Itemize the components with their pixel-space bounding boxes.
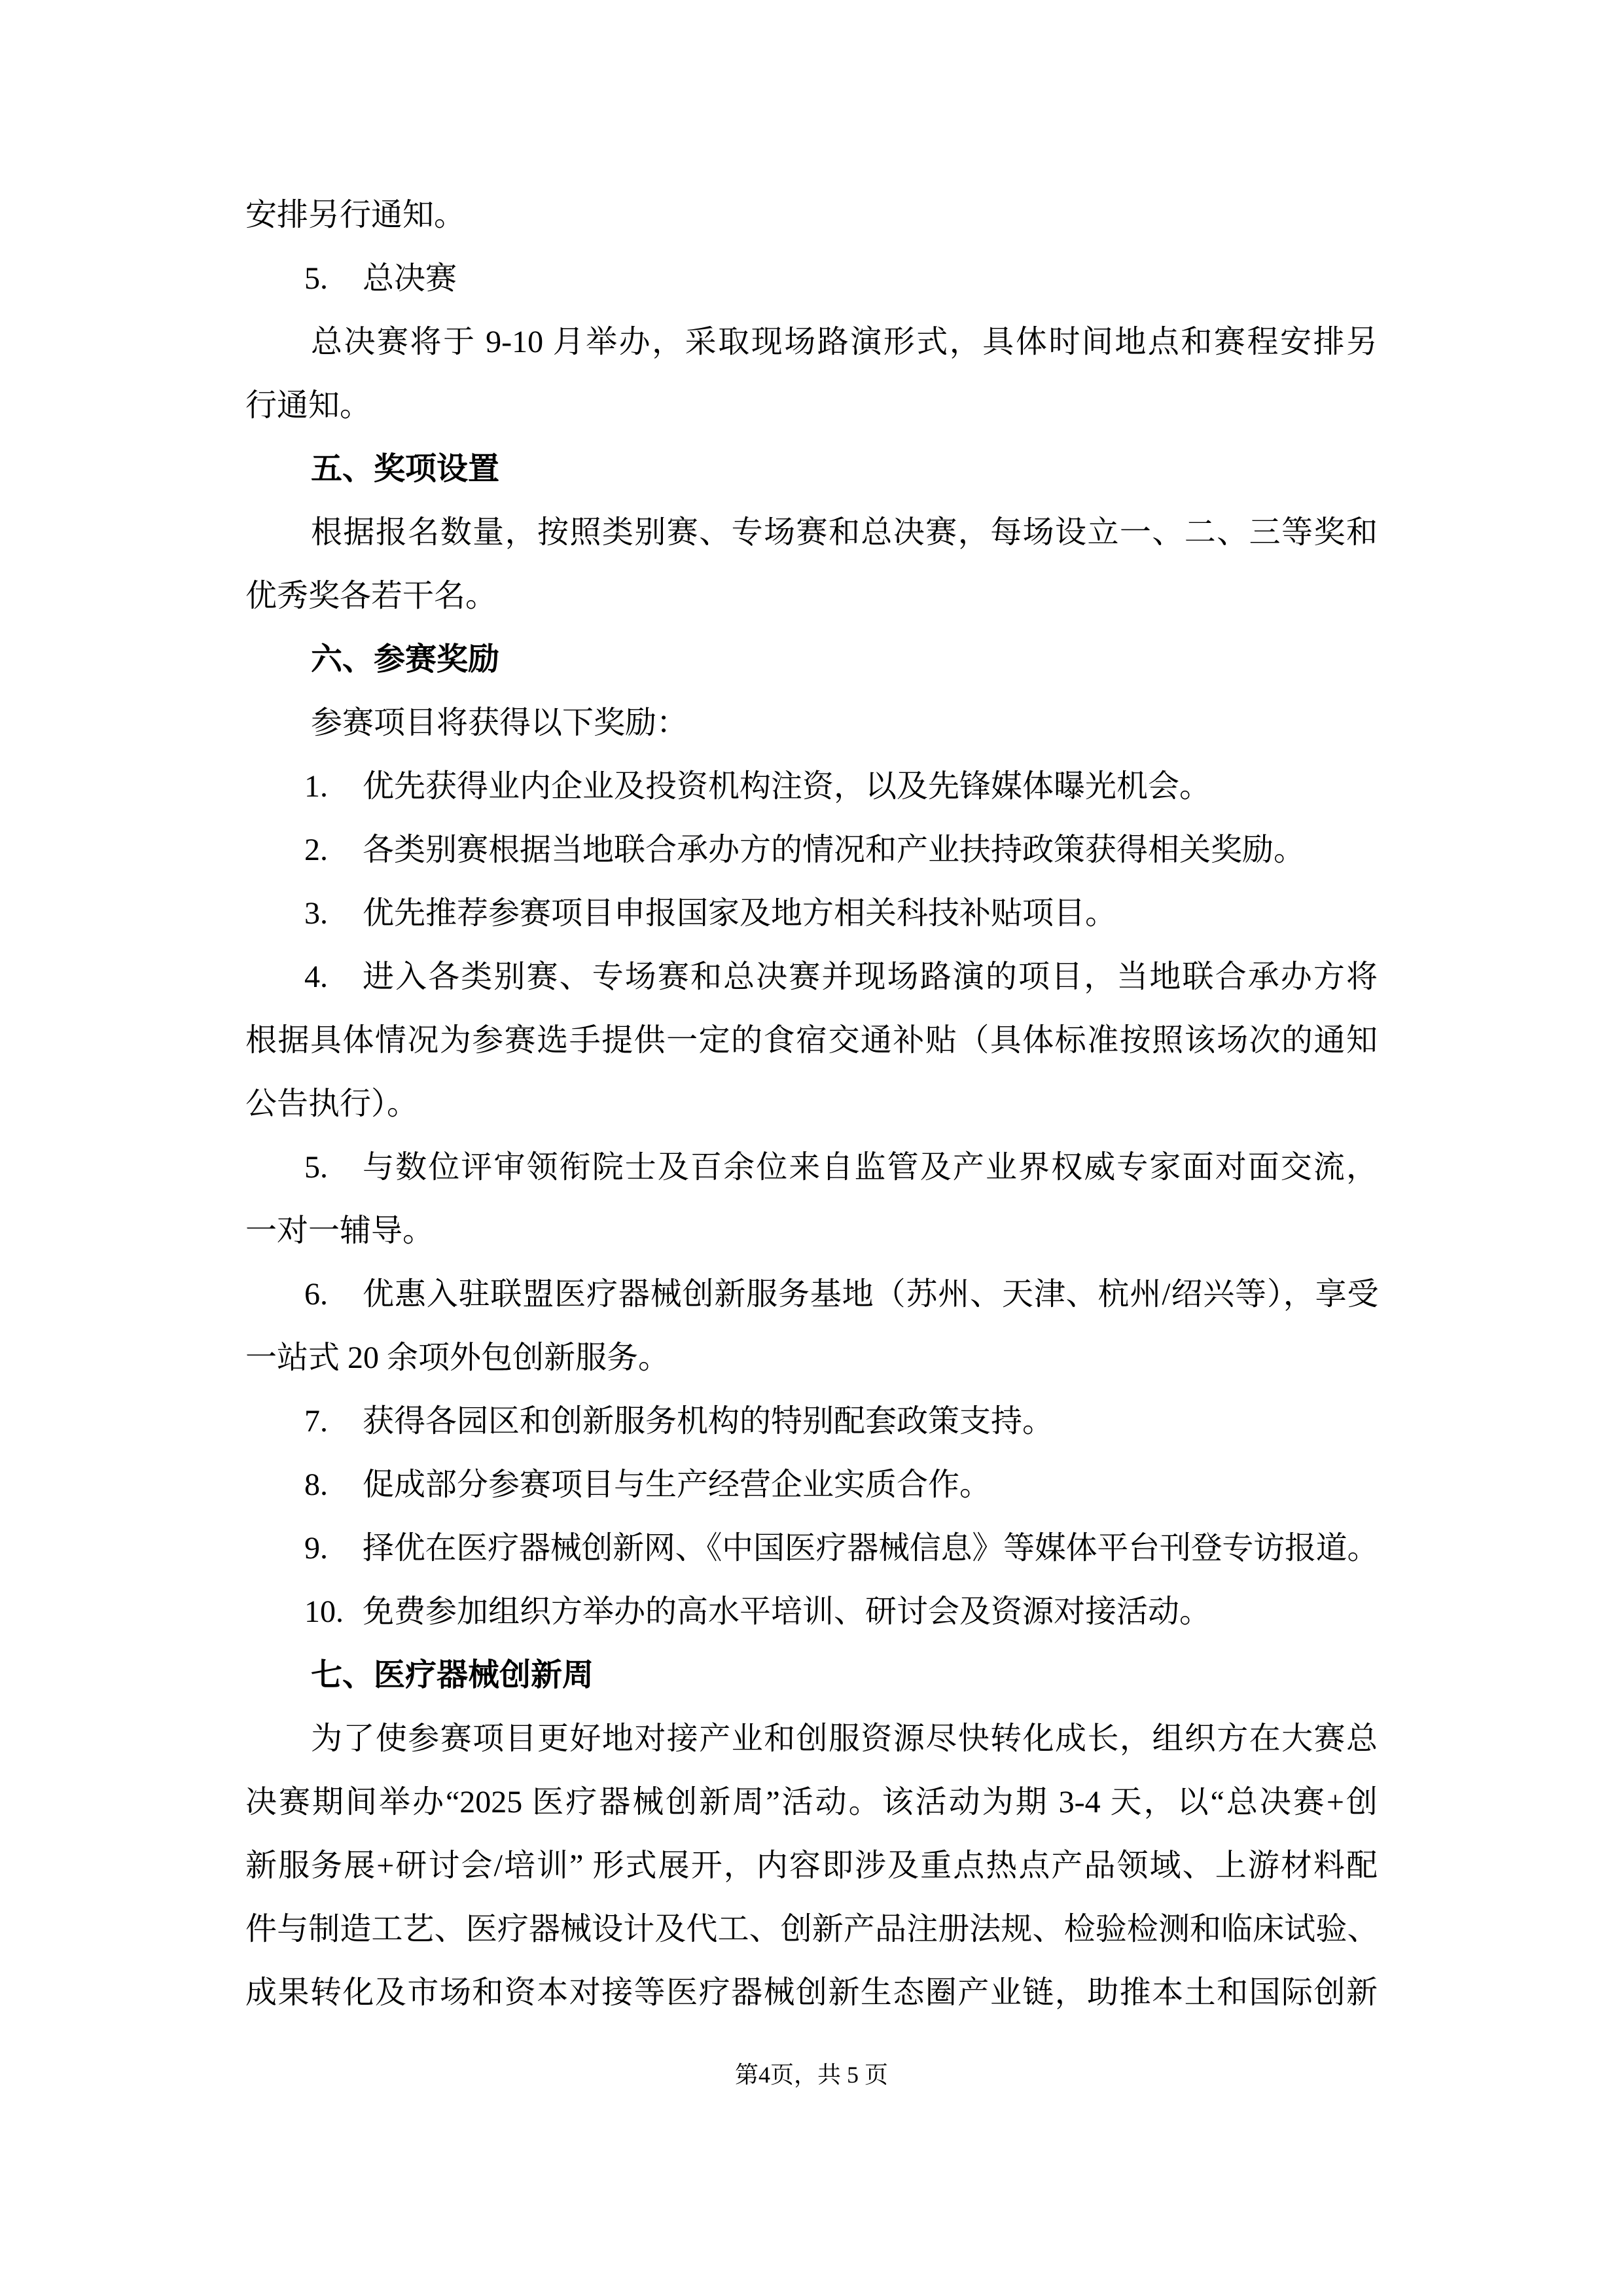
section-heading	[245, 1643, 1378, 1707]
line-text: 一对一辅导。	[245, 1213, 435, 1248]
section-heading	[245, 437, 1378, 501]
line-text: 成果转化及市场和资本对接等医疗器械创新生态圈产业链，助推本土和国际创新	[245, 1975, 1378, 2010]
page-footer: 第4页，共 5 页	[734, 2062, 888, 2088]
text-line	[245, 310, 1378, 374]
text-line	[245, 501, 1378, 564]
text-line	[245, 374, 1378, 437]
text-line	[245, 1707, 1378, 1770]
list-item-number: 2.	[304, 833, 328, 867]
section-heading	[245, 628, 1378, 691]
line-text: 促成部分参赛项目与生产经营企业实质合作。	[363, 1467, 991, 1502]
line-text: 根据具体情况为参赛选手提供一定的食宿交通补贴（具体标准按照该场次的通知	[245, 1023, 1378, 1058]
line-text: 五、奖项设置	[311, 452, 500, 486]
line-text: 为了使参赛项目更好地对接产业和创服资源尽快转化成长，组织方在大赛总	[311, 1721, 1378, 1756]
line-text: 与数位评审领衔院士及百余位来自监管及产业界权威专家面对面交流，	[363, 1150, 1378, 1185]
text-line	[245, 1199, 1378, 1263]
line-text: 优惠入驻联盟医疗器械创新服务基地（苏州、天津、杭州/绍兴等），享受	[363, 1277, 1378, 1312]
list-item-line	[245, 1516, 1378, 1580]
line-text: 六、参赛奖励	[311, 642, 500, 677]
list-item-line	[245, 1263, 1378, 1326]
list-item-line	[245, 755, 1378, 818]
line-text: 优秀奖各若干名。	[245, 579, 497, 613]
text-line	[245, 1326, 1378, 1390]
line-text: 优先推荐参赛项目申报国家及地方相关科技补贴项目。	[363, 896, 1117, 931]
text-line	[245, 564, 1378, 628]
line-text: 免费参加组织方举办的高水平培训、研讨会及资源对接活动。	[363, 1594, 1211, 1629]
text-line	[245, 1961, 1378, 2024]
line-text: 总决赛	[363, 261, 457, 296]
text-line	[245, 1770, 1378, 1834]
line-text: 安排另行通知。	[245, 198, 466, 232]
list-item-line	[245, 1390, 1378, 1453]
line-text: 七、医疗器械创新周	[311, 1658, 594, 1693]
line-text: 参赛项目将获得以下奖励：	[311, 706, 688, 740]
list-item-line	[245, 1580, 1378, 1643]
list-item-number: 4.	[304, 960, 328, 994]
list-item-number: 3.	[304, 896, 328, 931]
list-item-line	[245, 945, 1378, 1009]
line-text: 优先获得业内企业及投资机构注资，以及先锋媒体曝光机会。	[363, 769, 1211, 804]
line-text: 件与制造工艺、医疗器械设计及代工、创新产品注册法规、检验检测和临床试验、	[245, 1912, 1378, 1946]
text-line	[245, 691, 1378, 755]
text-line	[245, 1009, 1378, 1072]
text-line	[245, 183, 1378, 247]
list-item-line	[245, 818, 1378, 882]
text-line	[245, 1834, 1378, 1897]
list-item-line	[245, 1453, 1378, 1516]
list-item-number: 7.	[304, 1404, 328, 1439]
line-text: 总决赛将于 9-10 月举办，采取现场路演形式，具体时间地点和赛程安排另	[311, 325, 1378, 359]
list-item-line	[245, 247, 1378, 310]
text-line	[245, 1897, 1378, 1961]
list-item-number: 6.	[304, 1277, 328, 1312]
list-item-number: 1.	[304, 769, 328, 804]
line-text: 根据报名数量，按照类别赛、专场赛和总决赛，每场设立一、二、三等奖和	[311, 515, 1378, 550]
list-item-number: 10.	[304, 1594, 344, 1629]
document-body	[245, 183, 1378, 2024]
line-text: 各类别赛根据当地联合承办方的情况和产业扶持政策获得相关奖励。	[363, 833, 1306, 867]
line-text: 一站式 20 余项外包创新服务。	[245, 1340, 670, 1375]
line-text: 新服务展+研讨会/培训” 形式展开，内容即涉及重点热点产品领域、上游材料配	[245, 1848, 1378, 1883]
list-item-number: 5.	[304, 1150, 328, 1185]
list-item-line	[245, 1136, 1378, 1199]
line-text: 择优在医疗器械创新网、《中国医疗器械信息》等媒体平台刊登专访报道。	[363, 1531, 1378, 1566]
text-line	[245, 1072, 1378, 1136]
line-text: 行通知。	[245, 388, 372, 423]
line-text: 进入各类别赛、专场赛和总决赛并现场路演的项目，当地联合承办方将	[363, 960, 1378, 994]
line-text: 决赛期间举办“2025 医疗器械创新周”活动。该活动为期 3-4 天，以“总决赛+创	[245, 1785, 1378, 1820]
line-text: 获得各园区和创新服务机构的特别配套政策支持。	[363, 1404, 1054, 1439]
list-item-line	[245, 882, 1378, 945]
line-text: 公告执行）。	[245, 1086, 419, 1121]
list-item-number: 8.	[304, 1467, 328, 1502]
list-item-number: 5.	[304, 261, 328, 296]
list-item-number: 9.	[304, 1531, 328, 1566]
